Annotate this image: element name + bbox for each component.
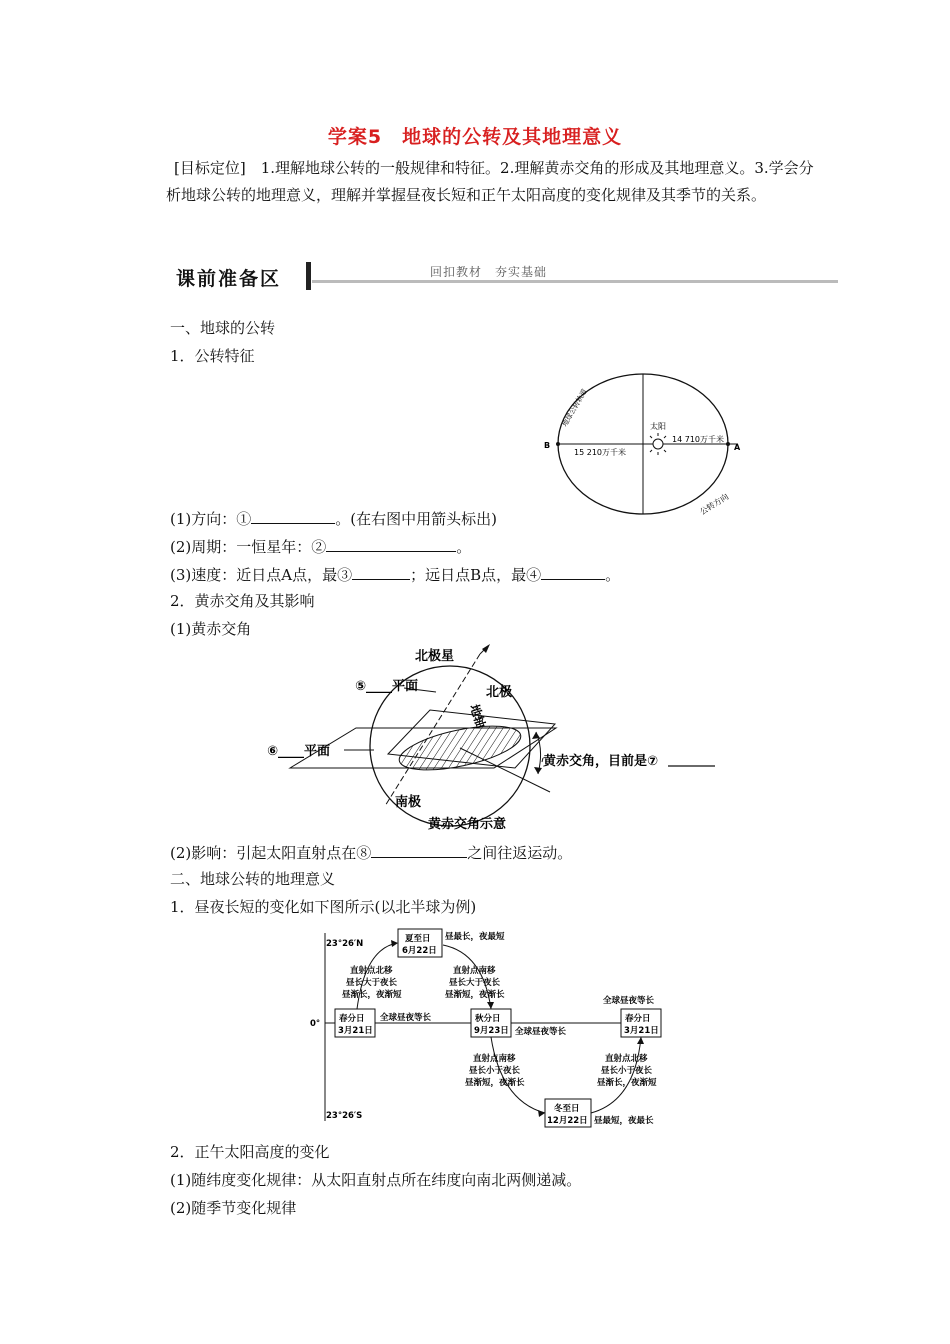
daylength-diagram — [305, 925, 685, 1135]
autumn-date: 9月23日 — [474, 1026, 509, 1036]
orbit-point-b — [556, 442, 560, 446]
heading-1-2: 2．黄赤交角及其影响 — [170, 592, 315, 610]
plane5-label: ⑤____平面 — [355, 679, 419, 694]
banner-subtitle: 回扣教材 夯实基础 — [430, 265, 548, 279]
heading-2-2-2: (2)随季节变化规律 — [170, 1199, 297, 1217]
arrow-to-spring-icon — [637, 1037, 644, 1044]
orbit-track-label: 地球公转轨道 — [560, 387, 589, 428]
north-move-1: 直射点北移 — [350, 966, 393, 976]
arc-arrow-up-icon — [532, 732, 540, 739]
south-pole-label: 南极 — [395, 795, 422, 810]
heading-2-2-1: (1)随纬度变化规律：从太阳直射点所在纬度向南北两侧递减。 — [170, 1171, 582, 1189]
heading-1-1: 1．公转特征 — [170, 347, 255, 365]
orbit-dist-b: 15 210万千米 — [574, 448, 626, 457]
heading-2-2: 2．正午太阳高度的变化 — [170, 1143, 330, 1161]
banner-line — [312, 280, 838, 283]
equal2-label: 全球昼夜等长 — [515, 1027, 567, 1037]
winter-date: 12月22日 — [547, 1116, 588, 1126]
goal-label: [目标定位] — [174, 159, 246, 177]
orbit-point-a — [726, 442, 730, 446]
angle-label: 黄赤交角，目前是⑦ — [543, 754, 659, 769]
heading-2-1: 1．昼夜长短的变化如下图所示(以北半球为例) — [170, 898, 477, 916]
lat-south-label: 23°26′S — [326, 1111, 363, 1121]
lat-zero-label: 0° — [310, 1019, 321, 1029]
south-move-top-2: 昼长大于夜长 — [449, 978, 501, 988]
equal1-label: 全球昼夜等长 — [380, 1013, 432, 1023]
summer-date: 6月22日 — [402, 946, 437, 956]
goal-paragraph — [166, 155, 826, 209]
north-move-bot-3: 昼渐长，夜渐短 — [597, 1078, 657, 1088]
question-period: (2)周期：一恒星年：② 。 — [170, 535, 471, 557]
south-move-bot-1: 直射点南移 — [473, 1054, 516, 1064]
north-move-bot-1: 直射点北移 — [605, 1054, 648, 1064]
obliquity-diagram — [260, 644, 720, 836]
axis-label: 地轴 — [467, 702, 488, 730]
arrow-to-autumn-icon — [487, 1002, 494, 1009]
sun-label: 太阳 — [650, 422, 666, 431]
lat-north-label: 23°26′N — [326, 939, 364, 949]
question-influence: (2)影响：引起太阳直射点在⑧ 之间往返运动。 — [170, 841, 572, 863]
arc-arrow-down-icon — [534, 767, 542, 774]
arrow-to-winter-icon — [538, 1110, 545, 1117]
north-move-bot-2: 昼长小于夜长 — [601, 1066, 653, 1076]
winter-name: 冬至日 — [554, 1104, 580, 1114]
orbit-dist-a: 14 710万千米 — [672, 435, 724, 444]
polaris-label: 北极星 — [415, 649, 455, 664]
south-move-top-1: 直射点南移 — [453, 966, 496, 976]
spring1-name: 春分日 — [339, 1014, 365, 1024]
summer-note: 昼最长，夜最短 — [445, 932, 505, 942]
south-move-bot-2: 昼长小于夜长 — [469, 1066, 521, 1076]
orbit-diagram — [540, 372, 750, 522]
equal3-label: 全球昼夜等长 — [603, 996, 655, 1006]
orbit-label-a: A — [734, 443, 741, 452]
orbit-direction-label: 公转方向 — [698, 492, 731, 517]
north-move-2: 昼长大于夜长 — [346, 978, 398, 988]
plane6-label: ⑥____平面 — [267, 744, 331, 759]
question-speed: (3)速度：近日点A点，最③ ；远日点B点，最④ 。 — [170, 563, 620, 585]
spring1-date: 3月21日 — [338, 1026, 373, 1036]
arrow-to-summer-icon — [391, 940, 398, 947]
page-title: 学案5 地球的公转及其地理意义 — [327, 126, 623, 148]
obliquity-caption: 黄赤交角示意 — [428, 817, 507, 832]
south-move-top-3: 昼渐短，夜渐长 — [445, 990, 505, 1000]
south-move-bot-3: 昼渐短，夜渐长 — [465, 1078, 525, 1088]
winter-note: 昼最短，夜最长 — [594, 1116, 654, 1126]
heading-2: 二、地球公转的地理意义 — [170, 870, 336, 888]
orbit-label-b: B — [544, 441, 551, 450]
polaris-arrow-icon — [482, 644, 490, 653]
heading-1-2-1: (1)黄赤交角 — [170, 620, 252, 638]
north-pole-label: 北极 — [486, 685, 513, 700]
autumn-name: 秋分日 — [475, 1014, 501, 1024]
banner-title: 课前准备区 — [176, 268, 282, 290]
north-move-3: 昼渐长，夜渐短 — [342, 990, 402, 1000]
summer-name: 夏至日 — [405, 934, 431, 944]
heading-1: 一、地球的公转 — [170, 319, 276, 337]
section-banner — [172, 262, 840, 292]
goal-text: 1.理解地球公转的一般规律和特征。2.理解黄赤交角的形成及其地理意义。3.学会分析地球公转的地理意义，理解并掌握昼夜长短和正午太阳高度的变化规律及其季节的关系。 — [166, 159, 814, 204]
spring2-name: 春分日 — [625, 1014, 651, 1024]
question-direction: (1)方向：① 。(在右图中用箭头标出) — [170, 507, 497, 529]
banner-bar — [306, 262, 311, 290]
spring2-date: 3月21日 — [624, 1026, 659, 1036]
